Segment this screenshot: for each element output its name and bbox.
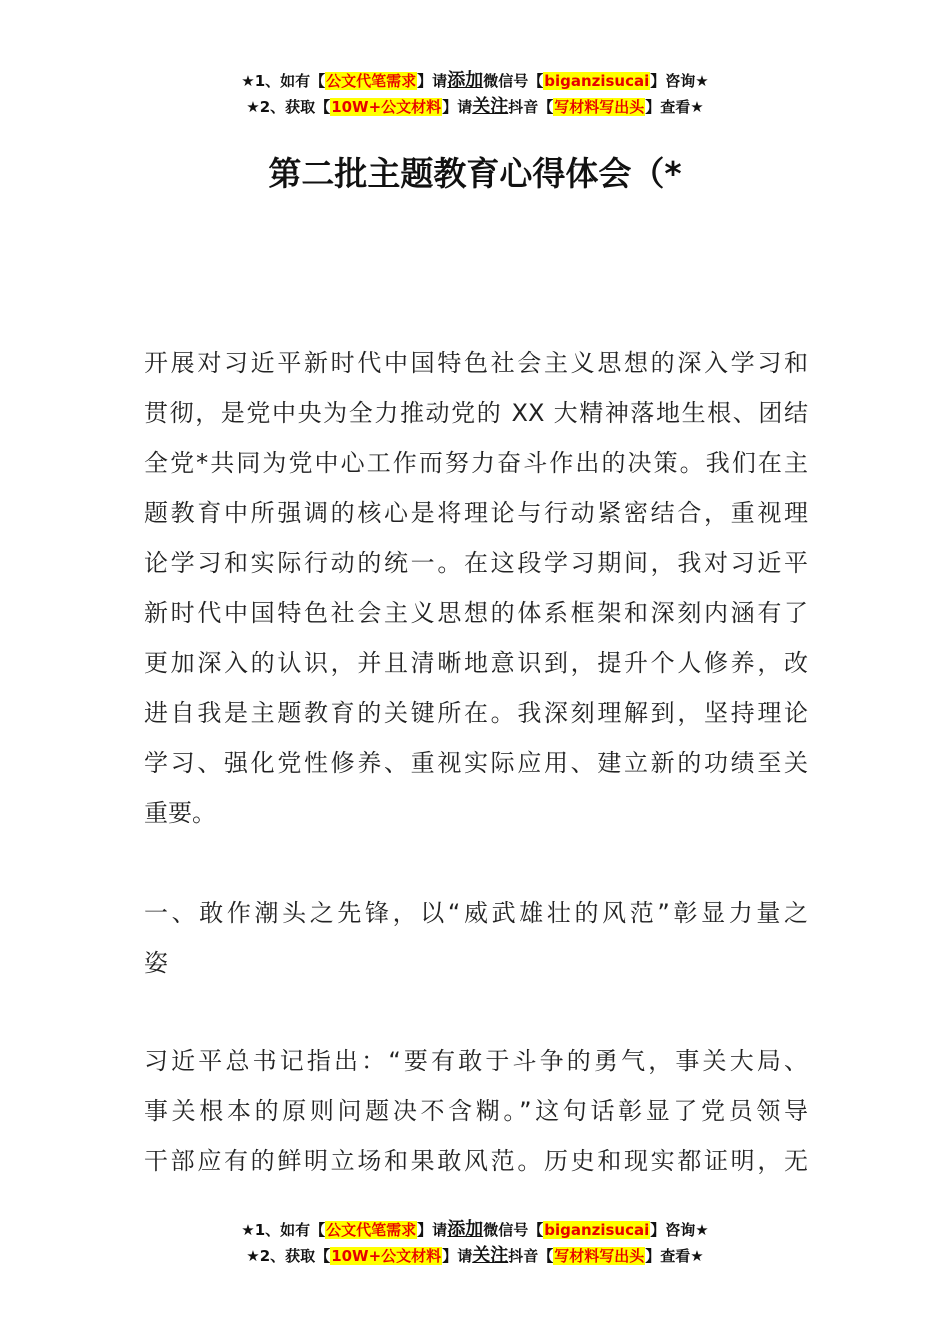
banner-text: ★1、如有【 <box>241 72 326 90</box>
section-heading-1 <box>144 888 808 988</box>
highlight-service: 公文代笔需求 <box>326 1221 417 1239</box>
banner-line-2 <box>0 94 950 120</box>
banner-text: 抖音【 <box>508 98 554 116</box>
banner-text: 】查看★ <box>645 1247 704 1265</box>
paragraph-line: 新时代中国特色社会主义思想的体系框架和深刻内涵有了 <box>144 599 808 627</box>
paragraph-2 <box>144 1036 808 1186</box>
banner-line-2 <box>0 1243 950 1269</box>
document-title: 第二批主题教育心得体会（* <box>268 154 682 193</box>
banner-text: ★1、如有【 <box>241 1221 326 1239</box>
paragraph-line: 进自我是主题教育的关键所在。我深刻理解到，坚持理论 <box>144 699 808 727</box>
banner-text: 】请 <box>417 72 448 90</box>
heading-line: 一、敢作潮头之先锋，以“威武雄壮的风范”彰显力量之 <box>144 899 808 927</box>
banner-text: 】请 <box>417 1221 448 1239</box>
bottom-banner <box>0 1217 950 1269</box>
banner-emphasis: 添加 <box>447 70 484 91</box>
highlight-materials: 10W+公文材料 <box>331 98 442 116</box>
highlight-douyin: 写材料写出头 <box>554 1247 645 1265</box>
top-banner <box>0 68 950 120</box>
banner-text: 】查看★ <box>645 98 704 116</box>
paragraph-line: 更加深入的认识，并且清晰地意识到，提升个人修养，改 <box>144 649 808 677</box>
paragraph-line: 事关根本的原则问题决不含糊。”这句话彰显了党员领导 <box>144 1097 808 1125</box>
paragraph-1 <box>144 338 808 838</box>
banner-text: 】请 <box>442 98 473 116</box>
banner-emphasis: 添加 <box>447 1219 484 1240</box>
banner-text: 】请 <box>442 1247 473 1265</box>
banner-text: 微信号【 <box>483 72 544 90</box>
banner-text: ★2、获取【 <box>246 98 331 116</box>
banner-line-1 <box>0 1217 950 1243</box>
paragraph-line: 重要。 <box>144 799 216 827</box>
banner-text: 】咨询★ <box>650 72 709 90</box>
banner-text: 抖音【 <box>508 1247 554 1265</box>
heading-line: 姿 <box>144 949 168 977</box>
banner-text: ★2、获取【 <box>246 1247 331 1265</box>
paragraph-line: 干部应有的鲜明立场和果敢风范。历史和现实都证明，无 <box>144 1147 808 1175</box>
paragraph-line: 开展对习近平新时代中国特色社会主义思想的深入学习和 <box>144 349 808 377</box>
highlight-wechat-id: biganzisucai <box>544 72 650 90</box>
banner-emphasis: 关注 <box>472 96 509 117</box>
highlight-service: 公文代笔需求 <box>326 72 417 90</box>
paragraph-line: 贯彻，是党中央为全力推动党的 XX 大精神落地生根、团结 <box>144 399 808 427</box>
banner-text: 微信号【 <box>483 1221 544 1239</box>
banner-line-1 <box>0 68 950 94</box>
highlight-wechat-id: biganzisucai <box>544 1221 650 1239</box>
banner-text: 】咨询★ <box>650 1221 709 1239</box>
paragraph-line: 习近平总书记指出：“要有敢于斗争的勇气，事关大局、 <box>144 1047 808 1075</box>
paragraph-line: 题教育中所强调的核心是将理论与行动紧密结合，重视理 <box>144 499 808 527</box>
banner-emphasis: 关注 <box>472 1245 509 1266</box>
paragraph-line: 全党*共同为党中心工作而努力奋斗作出的决策。我们在主 <box>144 449 808 477</box>
highlight-douyin: 写材料写出头 <box>554 98 645 116</box>
paragraph-line: 学习、强化党性修养、重视实际应用、建立新的功绩至关 <box>144 749 808 777</box>
paragraph-line: 论学习和实际行动的统一。在这段学习期间，我对习近平 <box>144 549 808 577</box>
highlight-materials: 10W+公文材料 <box>331 1247 442 1265</box>
